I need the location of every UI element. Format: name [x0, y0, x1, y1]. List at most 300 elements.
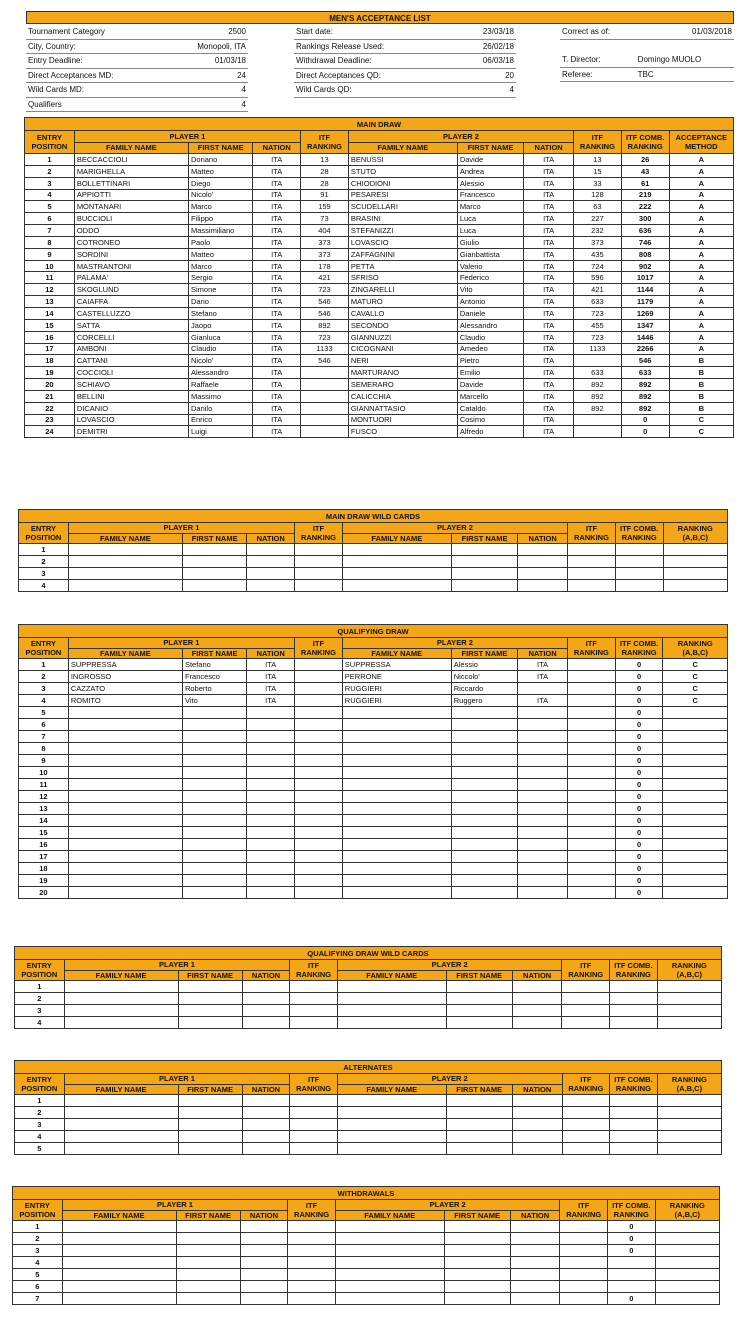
acceptance-method: A [669, 225, 733, 237]
p2-nation: ITA [524, 154, 574, 166]
entry-position: 3 [15, 1005, 65, 1017]
info-label: Entry Deadline: [26, 54, 166, 69]
p2-first-name [451, 544, 517, 556]
p2-nation [512, 1005, 562, 1017]
p2-family-name [342, 851, 451, 863]
p1-family-name [68, 731, 182, 743]
p2-nation [518, 731, 568, 743]
itf-comb-header: ITF COMB. RANKING [610, 1074, 658, 1095]
p1-itf-ranking [288, 1269, 336, 1281]
p1-family-name: LOVASCIO [74, 414, 188, 426]
p1-itf-ranking [290, 981, 338, 993]
entry-position: 4 [19, 580, 69, 592]
table-row [25, 272, 734, 284]
itf-comb-ranking: 0 [615, 683, 663, 695]
p1-family-name: MONTANARI [74, 201, 188, 213]
p2-itf-ranking: 63 [574, 201, 622, 213]
p1-itf-ranking [301, 367, 349, 379]
first-name-header: FIRST NAME [446, 970, 512, 981]
p2-itf-ranking [567, 875, 615, 887]
p2-nation [510, 1257, 560, 1269]
p1-itf-ranking: 421 [301, 272, 349, 284]
entry-position: 4 [13, 1257, 63, 1269]
p1-nation [247, 875, 295, 887]
family-name-header: FAMILY NAME [62, 1210, 176, 1221]
p2-nation: ITA [524, 367, 574, 379]
info-label: Withdrawal Deadline: [294, 54, 455, 69]
p2-itf-ranking [567, 731, 615, 743]
p1-first-name: Claudio [188, 343, 252, 355]
acceptance-method [663, 803, 728, 815]
p1-nation [247, 791, 295, 803]
p2-first-name [446, 1107, 512, 1119]
p2-first-name [451, 839, 517, 851]
itf-ranking-header: ITF RANKING [301, 131, 349, 154]
p2-itf-ranking [562, 1017, 610, 1029]
entry-position: 1 [13, 1221, 63, 1233]
nation-header: NATION [510, 1210, 560, 1221]
acceptance-method: B [669, 402, 733, 414]
p1-itf-ranking [295, 779, 343, 791]
p2-first-name: Federico [457, 272, 523, 284]
p1-itf-ranking [295, 683, 343, 695]
itf-comb-ranking: 0 [615, 755, 663, 767]
itf-ranking-header: ITF RANKING [290, 960, 338, 981]
player1-header: PLAYER 1 [68, 523, 294, 534]
p1-first-name: Danilo [188, 402, 252, 414]
table-row [25, 189, 734, 201]
itf-ranking-header: ITF RANKING [290, 1074, 338, 1095]
p2-family-name [342, 719, 451, 731]
table-row [19, 568, 728, 580]
p2-nation [510, 1221, 560, 1233]
p1-itf-ranking: 28 [301, 165, 349, 177]
p1-itf-ranking [290, 1095, 338, 1107]
entry-position: 2 [19, 556, 69, 568]
p2-itf-ranking: 723 [574, 307, 622, 319]
p2-itf-ranking [567, 815, 615, 827]
entry-position: 7 [25, 225, 75, 237]
p2-family-name [335, 1269, 444, 1281]
p1-nation [247, 568, 295, 580]
entry-position: 2 [13, 1233, 63, 1245]
p2-family-name: ZINGARELLI [348, 284, 457, 296]
p1-family-name [62, 1221, 176, 1233]
table-row [25, 154, 734, 166]
table-row [19, 659, 728, 671]
p2-nation: ITA [524, 284, 574, 296]
p1-itf-ranking [295, 743, 343, 755]
p2-nation [518, 556, 568, 568]
first-name-header: FIRST NAME [178, 1084, 242, 1095]
p2-first-name [451, 556, 517, 568]
p2-first-name [446, 1119, 512, 1131]
p2-family-name: BRASINI [348, 213, 457, 225]
p1-itf-ranking [295, 851, 343, 863]
acceptance-method [663, 544, 727, 556]
p1-family-name: SATTA [74, 319, 188, 331]
p1-itf-ranking [288, 1281, 336, 1293]
info-row [294, 39, 516, 54]
p2-nation: ITA [518, 671, 568, 683]
p1-first-name [176, 1245, 240, 1257]
entry-position: 12 [19, 791, 69, 803]
p2-nation: ITA [524, 414, 574, 426]
p2-family-name [342, 755, 451, 767]
correct-label: Correct as of: [560, 25, 636, 39]
itf-comb-ranking: 0 [621, 414, 669, 426]
p1-first-name: Paolo [188, 236, 252, 248]
family-name-header: FAMILY NAME [64, 1084, 178, 1095]
info-value: 4 [166, 97, 248, 112]
method-header: RANKING (A,B,C) [657, 960, 721, 981]
itf-comb-ranking: 0 [615, 707, 663, 719]
table-row [25, 248, 734, 260]
nation-header: NATION [253, 142, 301, 154]
acceptance-method [663, 719, 728, 731]
p1-itf-ranking [295, 755, 343, 767]
acceptance-method: A [669, 272, 733, 284]
table-row [25, 213, 734, 225]
table-row [19, 671, 728, 683]
itf-comb-ranking: 546 [621, 355, 669, 367]
p2-family-name [342, 791, 451, 803]
p1-family-name: DICANIO [74, 402, 188, 414]
itf-comb-ranking: 0 [615, 839, 663, 851]
p2-itf-ranking [567, 743, 615, 755]
itf-comb-ranking: 892 [621, 402, 669, 414]
p1-nation [247, 755, 295, 767]
itf-comb-header: ITF COMB. RANKING [608, 1200, 656, 1221]
p1-itf-ranking [290, 1107, 338, 1119]
p1-first-name: Nicolo' [188, 189, 252, 201]
entry-position: 7 [19, 731, 69, 743]
info-value: 26/02/18 [455, 39, 516, 54]
p1-itf-ranking: 373 [301, 248, 349, 260]
entry-header: ENTRY POSITION [13, 1200, 63, 1221]
itf-comb-ranking [610, 1107, 658, 1119]
p2-nation [512, 1017, 562, 1029]
p1-family-name [68, 568, 182, 580]
p2-first-name [451, 803, 517, 815]
p2-family-name: ZAFFAGNINI [348, 248, 457, 260]
itf-comb-ranking [610, 1143, 658, 1155]
p1-family-name [68, 743, 182, 755]
p2-nation [518, 839, 568, 851]
p1-nation: ITA [247, 683, 295, 695]
itf-comb-ranking: 1017 [621, 272, 669, 284]
p2-family-name: SFRISO [348, 272, 457, 284]
acceptance-method: C [663, 695, 728, 707]
p1-first-name [178, 1107, 242, 1119]
p2-itf-ranking: 13 [574, 154, 622, 166]
p1-nation: ITA [253, 426, 301, 438]
p2-first-name [446, 1017, 512, 1029]
entry-position: 6 [25, 213, 75, 225]
p2-itf-ranking [568, 568, 616, 580]
section-title: QUALIFYING DRAW WILD CARDS [15, 947, 722, 960]
p2-first-name: Vito [457, 284, 523, 296]
p1-itf-ranking [301, 390, 349, 402]
p2-nation: ITA [524, 213, 574, 225]
entry-position: 13 [25, 296, 75, 308]
p2-family-name: RUGGIERI [342, 695, 451, 707]
p2-family-name: LOVASCIO [348, 236, 457, 248]
p2-first-name: Davide [457, 379, 523, 391]
referee-label: Referee: [560, 67, 636, 82]
p2-itf-ranking: 455 [574, 319, 622, 331]
nation-header: NATION [242, 1084, 290, 1095]
p2-itf-ranking [560, 1269, 608, 1281]
p2-itf-ranking [567, 791, 615, 803]
p2-family-name: MARTURANO [348, 367, 457, 379]
p2-nation: ITA [524, 331, 574, 343]
p2-nation: ITA [524, 390, 574, 402]
p1-nation [247, 887, 295, 899]
table-row [13, 1293, 720, 1305]
entry-position: 17 [25, 343, 75, 355]
p1-first-name: Diego [188, 177, 252, 189]
family-name-header: FAMILY NAME [342, 648, 451, 659]
itf-comb-ranking: 26 [621, 154, 669, 166]
itf-ranking-header: ITF RANKING [295, 523, 343, 544]
p2-nation [512, 1107, 562, 1119]
p2-first-name: Giulio [457, 236, 523, 248]
entry-position: 6 [19, 719, 69, 731]
p1-nation: ITA [253, 367, 301, 379]
p2-first-name [451, 767, 517, 779]
p1-first-name: Simone [188, 284, 252, 296]
p1-first-name [182, 731, 246, 743]
table-row [19, 839, 728, 851]
p2-itf-ranking [567, 719, 615, 731]
table-row [25, 343, 734, 355]
p1-family-name [62, 1233, 176, 1245]
itf-comb-ranking: 0 [615, 671, 663, 683]
itf-comb-ranking [608, 1269, 656, 1281]
p2-itf-ranking [567, 767, 615, 779]
p2-family-name [337, 981, 446, 993]
itf-comb-ranking: 633 [621, 367, 669, 379]
table-row [25, 426, 734, 438]
acceptance-method [657, 981, 721, 993]
p2-first-name: Francesco [457, 189, 523, 201]
entry-position: 10 [19, 767, 69, 779]
p1-itf-ranking [290, 1131, 338, 1143]
acceptance-method: B [669, 390, 733, 402]
p1-itf-ranking [295, 875, 343, 887]
p1-family-name [68, 815, 182, 827]
p1-family-name [68, 767, 182, 779]
acceptance-method: C [669, 426, 733, 438]
p2-itf-ranking [567, 803, 615, 815]
p1-nation: ITA [253, 390, 301, 402]
p1-family-name: AMBONI [74, 343, 188, 355]
p1-first-name [182, 568, 246, 580]
entry-header: ENTRY POSITION [15, 960, 65, 981]
acceptance-method [655, 1293, 719, 1305]
p1-family-name: SKOGLUND [74, 284, 188, 296]
acceptance-method [663, 580, 727, 592]
acceptance-method [657, 1131, 721, 1143]
acceptance-method [663, 839, 728, 851]
p2-first-name [451, 791, 517, 803]
p2-first-name [451, 875, 517, 887]
entry-position: 1 [19, 544, 69, 556]
table-row [25, 367, 734, 379]
first-name-header: FIRST NAME [188, 142, 252, 154]
p2-itf-ranking: 723 [574, 331, 622, 343]
itf-comb-ranking: 61 [621, 177, 669, 189]
p1-family-name [62, 1245, 176, 1257]
itf-comb-ranking: 902 [621, 260, 669, 272]
p1-itf-ranking: 178 [301, 260, 349, 272]
acceptance-method [655, 1245, 719, 1257]
p2-family-name: CALICCHIA [348, 390, 457, 402]
itf-comb-ranking: 0 [621, 426, 669, 438]
info-label: Start date: [294, 25, 455, 39]
p2-first-name: Amedeo [457, 343, 523, 355]
entry-position: 9 [25, 248, 75, 260]
p2-nation [512, 1095, 562, 1107]
p1-nation [240, 1257, 288, 1269]
p1-nation: ITA [253, 272, 301, 284]
table-row [25, 165, 734, 177]
entry-position: 20 [25, 379, 75, 391]
p2-nation [512, 1131, 562, 1143]
p1-family-name: SORDINI [74, 248, 188, 260]
info-col2 [294, 25, 516, 98]
p2-nation: ITA [518, 659, 568, 671]
entry-position: 5 [15, 1143, 65, 1155]
itf-ranking-header: ITF RANKING [567, 638, 615, 659]
section-title: MAIN DRAW [25, 118, 734, 131]
itf-comb-ranking: 892 [621, 379, 669, 391]
p1-first-name [182, 755, 246, 767]
itf-comb-ranking: 2266 [621, 343, 669, 355]
p2-first-name [446, 1143, 512, 1155]
p2-itf-ranking: 892 [574, 402, 622, 414]
acceptance-method [663, 851, 728, 863]
p1-itf-ranking [288, 1221, 336, 1233]
acceptance-method: C [663, 671, 728, 683]
p2-first-name [446, 1095, 512, 1107]
p1-first-name [182, 875, 246, 887]
p1-family-name [68, 544, 182, 556]
p1-itf-ranking [290, 1017, 338, 1029]
p1-itf-ranking: 892 [301, 319, 349, 331]
p2-family-name [342, 875, 451, 887]
p2-family-name [342, 580, 451, 592]
p1-family-name: COCCIOLI [74, 367, 188, 379]
info-label: Qualifiers [26, 97, 166, 112]
p1-first-name: Alessandro [188, 367, 252, 379]
entry-position: 14 [19, 815, 69, 827]
p1-nation: ITA [247, 695, 295, 707]
p1-nation [247, 815, 295, 827]
p2-nation [518, 815, 568, 827]
acceptance-method [657, 993, 721, 1005]
p1-itf-ranking: 546 [301, 307, 349, 319]
p1-nation [247, 851, 295, 863]
p1-first-name: Roberto [182, 683, 246, 695]
p2-first-name [451, 827, 517, 839]
entry-position: 1 [15, 1095, 65, 1107]
p2-first-name [446, 993, 512, 1005]
table-row [15, 1119, 722, 1131]
p2-itf-ranking: 227 [574, 213, 622, 225]
p2-itf-ranking [562, 1095, 610, 1107]
p2-nation [518, 767, 568, 779]
p1-first-name [182, 544, 246, 556]
itf-comb-ranking: 0 [608, 1245, 656, 1257]
entry-position: 7 [13, 1293, 63, 1305]
table-row [25, 402, 734, 414]
info-value: 23/03/18 [455, 25, 516, 39]
entry-position: 23 [25, 414, 75, 426]
p1-nation: ITA [253, 165, 301, 177]
p1-nation [242, 1095, 290, 1107]
table-row [19, 743, 728, 755]
p2-family-name [342, 887, 451, 899]
p1-first-name [182, 839, 246, 851]
p2-first-name: Alessio [457, 177, 523, 189]
p2-family-name: SEMERARO [348, 379, 457, 391]
player1-header: PLAYER 1 [64, 960, 290, 971]
entry-position: 3 [15, 1119, 65, 1131]
p1-nation [242, 1119, 290, 1131]
p2-itf-ranking [568, 544, 616, 556]
acceptance-method [655, 1233, 719, 1245]
p2-itf-ranking [560, 1293, 608, 1305]
p2-first-name: Cosimo [457, 414, 523, 426]
itf-comb-ranking [608, 1257, 656, 1269]
main-draw-wild-cards-table [18, 509, 728, 592]
itf-comb-ranking [615, 580, 663, 592]
p1-first-name: Vito [182, 695, 246, 707]
table-row [15, 1131, 722, 1143]
acceptance-method [663, 731, 728, 743]
acceptance-method [663, 568, 727, 580]
itf-comb-ranking: 0 [615, 719, 663, 731]
p1-nation [247, 719, 295, 731]
itf-comb-ranking: 0 [615, 659, 663, 671]
p2-first-name [451, 779, 517, 791]
info-value: 20 [455, 68, 516, 83]
p2-family-name [335, 1233, 444, 1245]
p2-nation: ITA [524, 402, 574, 414]
itf-ranking-header: ITF RANKING [568, 523, 616, 544]
p2-nation [518, 851, 568, 863]
table-row [19, 851, 728, 863]
p1-nation: ITA [253, 343, 301, 355]
p2-nation: ITA [524, 379, 574, 391]
p1-nation [247, 779, 295, 791]
info-value: 24 [166, 68, 248, 83]
p1-family-name [68, 827, 182, 839]
alternates-table [14, 1060, 722, 1155]
table-row [19, 731, 728, 743]
entry-position: 3 [13, 1245, 63, 1257]
itf-comb-ranking: 0 [615, 887, 663, 899]
acceptance-method: A [669, 201, 733, 213]
itf-comb-ranking: 0 [615, 851, 663, 863]
p2-nation [518, 683, 568, 695]
p2-first-name [451, 815, 517, 827]
p1-first-name: Marco [188, 260, 252, 272]
p2-nation [510, 1293, 560, 1305]
p1-family-name: CORCELLI [74, 331, 188, 343]
